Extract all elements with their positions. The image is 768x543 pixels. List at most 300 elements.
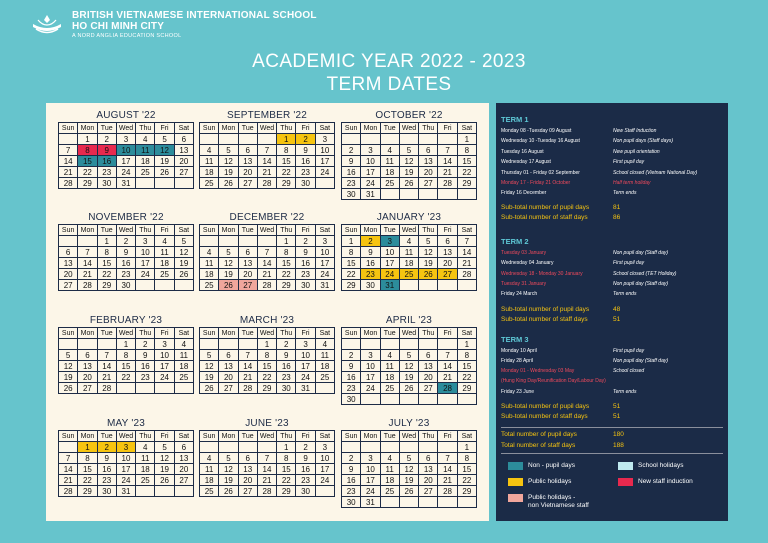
day-cell: 7: [438, 453, 457, 464]
day-cell: 29: [457, 486, 476, 497]
day-cell: 19: [155, 464, 174, 475]
day-cell: 5: [219, 247, 238, 258]
term-3-title: TERM 3: [501, 335, 529, 344]
weekday-header: Mon: [219, 431, 238, 442]
day-cell: 25: [200, 486, 219, 497]
legend-swatch: [618, 478, 633, 486]
event-desc: Term ends: [613, 190, 637, 196]
day-cell: 7: [59, 453, 78, 464]
day-cell: 4: [155, 236, 174, 247]
day-cell: 28: [97, 383, 116, 394]
event-date: Tuesday 16 August: [501, 149, 544, 155]
day-cell: 8: [457, 350, 476, 361]
empty-cell: [361, 442, 380, 453]
month-calendar: [58, 109, 194, 189]
weekday-header: Tue: [238, 328, 257, 339]
day-cell: 29: [97, 280, 116, 291]
event-date: Monday 01 - Wednesday 03 May: [501, 368, 575, 374]
empty-cell: [200, 134, 219, 145]
day-cell: 21: [59, 475, 78, 486]
weekday-header: Mon: [361, 225, 380, 236]
legend-swatch: [618, 462, 633, 470]
empty-cell: [174, 383, 193, 394]
day-cell: 30: [342, 394, 361, 405]
day-cell: 11: [399, 247, 418, 258]
weekday-header: Tue: [97, 328, 116, 339]
day-cell: 17: [155, 361, 174, 372]
weekday-header: Wed: [257, 225, 276, 236]
day-cell: 3: [361, 145, 380, 156]
weekday-header: Tue: [97, 225, 116, 236]
weekday-header: Sun: [59, 225, 78, 236]
day-cell: 19: [174, 258, 193, 269]
event-date: (Hung King Day/Reunification Day/Labour Day): [501, 378, 606, 384]
day-cell: 6: [419, 350, 438, 361]
day-cell: 7: [238, 350, 257, 361]
day-cell: 15: [277, 464, 296, 475]
day-cell: 18: [200, 167, 219, 178]
empty-cell: [419, 280, 438, 291]
term-event-row: [501, 170, 726, 177]
school-crest-icon: [30, 12, 64, 38]
month-calendar: [58, 314, 194, 394]
empty-cell: [78, 339, 97, 350]
empty-cell: [116, 383, 135, 394]
weekday-header: Fri: [296, 431, 315, 442]
empty-cell: [457, 497, 476, 508]
day-cell: 18: [399, 258, 418, 269]
event-desc: Half term holiday: [613, 180, 651, 186]
day-cell: 24: [361, 383, 380, 394]
month-name: DECEMBER '22: [229, 212, 305, 223]
day-cell: 20: [78, 372, 97, 383]
empty-cell: [155, 383, 174, 394]
day-cell: 28: [438, 486, 457, 497]
day-cell: 26: [399, 486, 418, 497]
day-cell: 18: [380, 372, 399, 383]
weekday-header: Sun: [342, 123, 361, 134]
day-cell: 20: [59, 269, 78, 280]
day-cell: 2: [277, 339, 296, 350]
event-desc: New Staff Induction: [613, 128, 657, 134]
day-cell: 5: [399, 145, 418, 156]
day-cell: 18: [380, 475, 399, 486]
weekday-header: Tue: [97, 431, 116, 442]
day-cell: 26: [399, 178, 418, 189]
subtotal-value: 48: [613, 306, 621, 313]
day-cell: 4: [136, 134, 155, 145]
empty-cell: [136, 178, 155, 189]
day-cell: 22: [78, 167, 97, 178]
day-cell: 15: [277, 258, 296, 269]
weekday-header: Wed: [399, 225, 418, 236]
day-cell: 9: [296, 247, 315, 258]
empty-cell: [200, 442, 219, 453]
day-cell: 31: [361, 189, 380, 200]
day-cell: 28: [59, 486, 78, 497]
day-cell: 12: [155, 145, 174, 156]
day-cell: 16: [277, 361, 296, 372]
term-event-row: [501, 159, 726, 166]
day-cell: 23: [277, 372, 296, 383]
day-cell: 5: [419, 236, 438, 247]
day-cell: 11: [174, 350, 193, 361]
day-cell: 25: [380, 486, 399, 497]
empty-cell: [438, 339, 457, 350]
day-cell: 17: [116, 156, 135, 167]
day-cell: 1: [277, 442, 296, 453]
empty-cell: [419, 339, 438, 350]
day-cell: 20: [174, 156, 193, 167]
event-desc: Term ends: [613, 291, 637, 297]
day-cell: 15: [277, 156, 296, 167]
empty-cell: [438, 134, 457, 145]
day-cell: 4: [315, 339, 334, 350]
day-cell: 13: [59, 258, 78, 269]
day-cell: 26: [200, 383, 219, 394]
month-name: FEBRUARY '23: [89, 315, 163, 326]
empty-cell: [200, 236, 219, 247]
empty-cell: [315, 178, 334, 189]
day-cell: 7: [257, 247, 276, 258]
month-grid: [199, 224, 335, 291]
day-cell: 15: [78, 156, 97, 167]
day-cell: 14: [457, 247, 476, 258]
day-cell: 23: [116, 269, 135, 280]
month-calendar: [341, 211, 477, 291]
day-cell: 6: [419, 145, 438, 156]
weekday-header: Wed: [116, 328, 135, 339]
month-grid: [58, 430, 194, 497]
day-cell: 30: [97, 178, 116, 189]
day-cell: 6: [219, 350, 238, 361]
month-calendar: [58, 417, 194, 497]
weekday-header: Sat: [315, 431, 334, 442]
month-calendar: [341, 109, 477, 200]
term-event-row: [501, 250, 726, 257]
day-cell: 14: [438, 156, 457, 167]
day-cell: 4: [136, 442, 155, 453]
empty-cell: [136, 280, 155, 291]
day-cell: 21: [257, 167, 276, 178]
day-cell: 15: [342, 258, 361, 269]
term-event-row: [501, 368, 726, 375]
day-cell: 9: [296, 453, 315, 464]
day-cell: 5: [155, 134, 174, 145]
calendar-panel: [46, 103, 489, 521]
day-cell: 10: [136, 247, 155, 258]
empty-cell: [342, 134, 361, 145]
day-cell: 23: [296, 475, 315, 486]
day-cell: 11: [136, 453, 155, 464]
weekday-header: Mon: [219, 123, 238, 134]
day-cell: 25: [174, 372, 193, 383]
day-cell: 19: [59, 372, 78, 383]
event-date: Friday 23 June: [501, 389, 535, 395]
day-cell: 11: [200, 258, 219, 269]
day-cell: 26: [219, 178, 238, 189]
event-desc: Non pupil day (Staff day): [613, 250, 669, 256]
legend-label: Non - pupil days: [528, 462, 575, 469]
total-label: Total number of pupil days: [501, 431, 577, 438]
day-cell: 22: [257, 372, 276, 383]
day-cell: 16: [136, 361, 155, 372]
day-cell: 22: [342, 269, 361, 280]
day-cell: 21: [438, 167, 457, 178]
weekday-header: Wed: [399, 123, 418, 134]
event-date: Wednesday 17 August: [501, 159, 551, 165]
term-event-row: [501, 281, 726, 288]
day-cell: 4: [380, 350, 399, 361]
day-cell: 12: [219, 464, 238, 475]
day-cell: 8: [277, 453, 296, 464]
day-cell: 4: [174, 339, 193, 350]
weekday-header: Sat: [174, 123, 193, 134]
day-cell: 26: [155, 167, 174, 178]
empty-cell: [457, 280, 476, 291]
empty-cell: [399, 339, 418, 350]
weekday-header: Sun: [200, 328, 219, 339]
day-cell: 23: [97, 167, 116, 178]
day-cell: 31: [116, 178, 135, 189]
weekday-header: Thu: [419, 328, 438, 339]
day-cell: 2: [97, 442, 116, 453]
term-event-row: [501, 128, 726, 135]
empty-cell: [136, 383, 155, 394]
weekday-header: Fri: [438, 123, 457, 134]
term-dates-sidebar: [496, 103, 728, 521]
empty-cell: [342, 339, 361, 350]
term-event-row: [501, 271, 726, 278]
school-header: [30, 10, 317, 40]
day-cell: 1: [457, 134, 476, 145]
day-cell: 14: [78, 258, 97, 269]
legend-label: non Vietnamese staff: [528, 502, 589, 509]
day-cell: 7: [97, 350, 116, 361]
day-cell: 28: [438, 383, 457, 394]
month-calendar: [199, 314, 335, 394]
subtotal-label: Sub-total number of pupil days: [501, 306, 590, 313]
day-cell: 10: [380, 247, 399, 258]
day-cell: 25: [315, 372, 334, 383]
month-grid: [341, 327, 477, 405]
day-cell: 1: [97, 236, 116, 247]
day-cell: 31: [296, 383, 315, 394]
day-cell: 31: [315, 280, 334, 291]
legend-public-holiday: [508, 478, 571, 486]
day-cell: 21: [438, 372, 457, 383]
weekday-header: Wed: [257, 431, 276, 442]
day-cell: 13: [219, 361, 238, 372]
weekday-header: Fri: [155, 225, 174, 236]
day-cell: 19: [219, 269, 238, 280]
day-cell: 6: [419, 453, 438, 464]
day-cell: 6: [78, 350, 97, 361]
term-event-row: [501, 260, 726, 267]
day-cell: 13: [238, 258, 257, 269]
day-cell: 26: [219, 486, 238, 497]
day-cell: 26: [419, 269, 438, 280]
weekday-header: Tue: [238, 225, 257, 236]
weekday-header: Tue: [380, 123, 399, 134]
day-cell: 19: [219, 167, 238, 178]
day-cell: 29: [277, 486, 296, 497]
empty-cell: [315, 383, 334, 394]
day-cell: 18: [200, 269, 219, 280]
day-cell: 7: [457, 236, 476, 247]
day-cell: 15: [78, 464, 97, 475]
term-event-row: [501, 378, 726, 385]
day-cell: 25: [136, 167, 155, 178]
empty-cell: [438, 189, 457, 200]
day-cell: 31: [116, 486, 135, 497]
day-cell: 21: [238, 372, 257, 383]
day-cell: 24: [116, 167, 135, 178]
weekday-header: Fri: [438, 225, 457, 236]
day-cell: 23: [342, 486, 361, 497]
month-grid: [341, 430, 477, 508]
day-cell: 17: [315, 156, 334, 167]
empty-cell: [219, 134, 238, 145]
weekday-header: Tue: [380, 431, 399, 442]
day-cell: 9: [342, 361, 361, 372]
weekday-header: Tue: [238, 123, 257, 134]
day-cell: 6: [174, 134, 193, 145]
day-cell: 27: [219, 383, 238, 394]
day-cell: 28: [438, 178, 457, 189]
day-cell: 24: [136, 269, 155, 280]
day-cell: 4: [399, 236, 418, 247]
legend-public-holiday-nonviet: [508, 494, 589, 510]
day-cell: 30: [296, 280, 315, 291]
day-cell: 13: [419, 156, 438, 167]
empty-cell: [419, 189, 438, 200]
month-calendar: [199, 109, 335, 189]
day-cell: 24: [296, 372, 315, 383]
day-cell: 26: [155, 475, 174, 486]
term-1-title: TERM 1: [501, 115, 529, 124]
day-cell: 9: [296, 145, 315, 156]
empty-cell: [155, 486, 174, 497]
day-cell: 24: [361, 486, 380, 497]
day-cell: 27: [174, 167, 193, 178]
day-cell: 29: [277, 178, 296, 189]
empty-cell: [361, 394, 380, 405]
day-cell: 9: [342, 156, 361, 167]
day-cell: 21: [78, 269, 97, 280]
day-cell: 22: [277, 269, 296, 280]
day-cell: 10: [361, 361, 380, 372]
empty-cell: [238, 442, 257, 453]
day-cell: 15: [457, 361, 476, 372]
term-2-pupil-days: [501, 305, 726, 314]
day-cell: 23: [136, 372, 155, 383]
day-cell: 17: [361, 475, 380, 486]
legend-swatch: [508, 494, 523, 502]
month-calendar: [199, 211, 335, 291]
day-cell: 16: [97, 156, 116, 167]
day-cell: 20: [438, 258, 457, 269]
day-cell: 12: [419, 247, 438, 258]
empty-cell: [438, 394, 457, 405]
empty-cell: [457, 189, 476, 200]
weekday-header: Thu: [277, 431, 296, 442]
event-desc: School closed (Vietnam National Day): [613, 170, 698, 176]
day-cell: 28: [78, 280, 97, 291]
event-desc: Non pupil days (Staff days): [613, 138, 674, 144]
empty-cell: [78, 236, 97, 247]
event-date: Friday 16 December: [501, 190, 547, 196]
day-cell: 24: [315, 167, 334, 178]
day-cell: 22: [97, 269, 116, 280]
event-date: Friday 28 April: [501, 358, 533, 364]
weekday-header: Thu: [277, 328, 296, 339]
day-cell: 29: [257, 383, 276, 394]
day-cell: 9: [97, 453, 116, 464]
day-cell: 2: [296, 134, 315, 145]
day-cell: 2: [342, 350, 361, 361]
day-cell: 13: [419, 361, 438, 372]
empty-cell: [419, 394, 438, 405]
day-cell: 15: [257, 361, 276, 372]
weekday-header: Wed: [257, 328, 276, 339]
day-cell: 14: [59, 464, 78, 475]
empty-cell: [399, 497, 418, 508]
event-desc: School closed: [613, 368, 645, 374]
empty-cell: [399, 442, 418, 453]
day-cell: 23: [296, 167, 315, 178]
month-grid: [341, 122, 477, 200]
day-cell: 10: [361, 156, 380, 167]
empty-cell: [59, 442, 78, 453]
day-cell: 4: [200, 453, 219, 464]
divider: [501, 427, 723, 428]
day-cell: 10: [315, 453, 334, 464]
day-cell: 8: [78, 453, 97, 464]
subtotal-label: Sub-total number of pupil days: [501, 403, 590, 410]
weekday-header: Thu: [136, 225, 155, 236]
weekday-header: Sun: [59, 328, 78, 339]
event-date: Thursday 01 - Friday 02 September: [501, 170, 580, 176]
day-cell: 29: [342, 280, 361, 291]
day-cell: 5: [59, 350, 78, 361]
month-grid: [199, 430, 335, 497]
day-cell: 13: [238, 156, 257, 167]
empty-cell: [419, 497, 438, 508]
day-cell: 1: [116, 339, 135, 350]
weekday-header: Sun: [59, 123, 78, 134]
day-cell: 31: [380, 280, 399, 291]
weekday-header: Mon: [78, 431, 97, 442]
day-cell: 26: [59, 383, 78, 394]
day-cell: 23: [342, 383, 361, 394]
day-cell: 21: [457, 258, 476, 269]
day-cell: 1: [342, 236, 361, 247]
empty-cell: [380, 394, 399, 405]
weekday-header: Fri: [296, 225, 315, 236]
empty-cell: [59, 339, 78, 350]
day-cell: 1: [457, 442, 476, 453]
day-cell: 14: [438, 361, 457, 372]
day-cell: 14: [59, 156, 78, 167]
legend-label: School holidays: [638, 462, 684, 469]
day-cell: 3: [296, 339, 315, 350]
total-label: Total number of staff days: [501, 442, 576, 449]
day-cell: 27: [174, 475, 193, 486]
weekday-header: Sun: [200, 123, 219, 134]
term-event-row: [501, 358, 726, 365]
day-cell: 10: [116, 145, 135, 156]
